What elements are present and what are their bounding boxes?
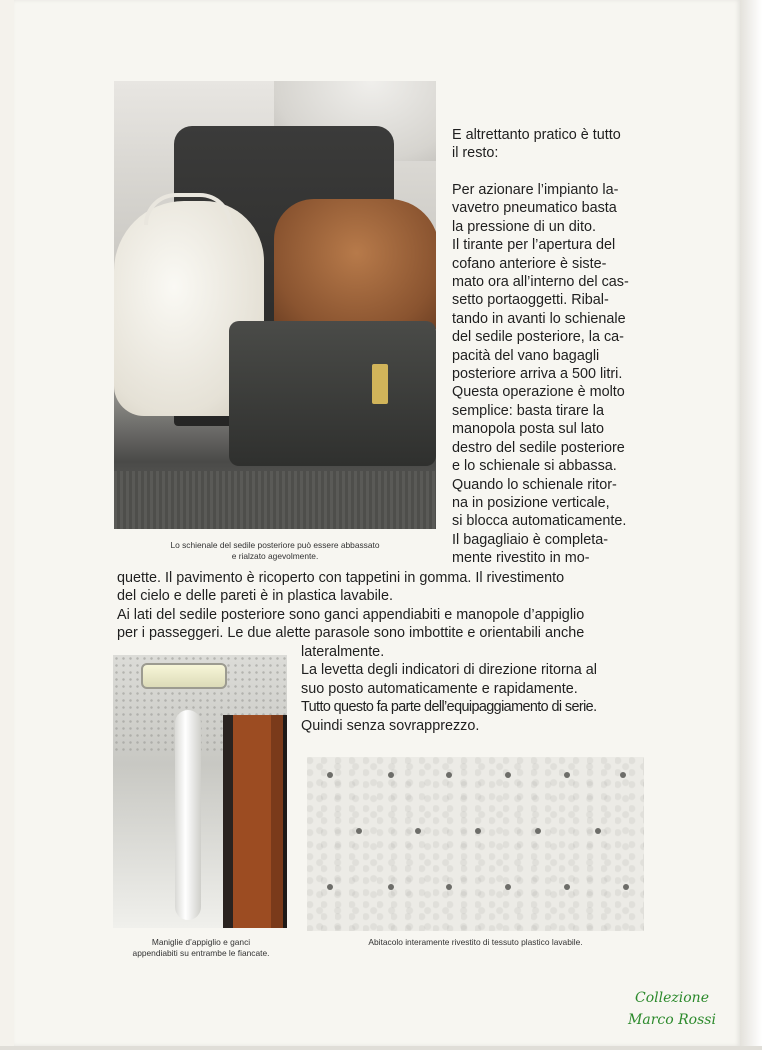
- body-line: suo posto automaticamente e rapidamente.: [301, 680, 578, 697]
- perforation-dot: [564, 884, 570, 890]
- luggage-compartment-photo: [114, 81, 436, 529]
- body-line: e lo schienale si abbassa.: [452, 458, 617, 475]
- right-column-paragraph: [452, 181, 646, 568]
- body-line: Quindi senza sovrapprezzo.: [301, 717, 480, 734]
- body-line: posteriore arriva a 500 litri.: [452, 366, 623, 383]
- perforation-dot: [327, 884, 333, 890]
- body-line: manopola posta sul lato: [452, 421, 605, 438]
- luggage-photo-caption: Lo schienale del sedile posteriore può essere abbassato e rialzato agevolmente.: [170, 540, 380, 561]
- perforation-dot: [505, 884, 511, 890]
- page-edge-bottom: [0, 1046, 762, 1050]
- perforation-dot: [388, 884, 394, 890]
- body-line: mente rivestito in mo-: [452, 550, 590, 567]
- perforation-dot: [595, 828, 601, 834]
- body-line: Tutto questo fa parte dell’equipaggiamento di serie.: [301, 699, 597, 716]
- body-line: semplice: basta tirare la: [452, 402, 604, 419]
- dark-suitcase: [229, 321, 436, 466]
- perforation-dot: [356, 828, 362, 834]
- body-line: cofano anteriore è siste-: [452, 255, 607, 272]
- luggage-floor: [114, 471, 436, 529]
- body-line: pacità del vano bagagli: [452, 347, 600, 364]
- body-line: La levetta degli indicatori di direzione ritorna al: [301, 662, 597, 679]
- body-line: mato ora all’interno del cas-: [452, 274, 629, 291]
- body-line: per i passeggeri. Le due alette parasole sono imbottite e orientabili anche: [117, 625, 585, 642]
- body-line: quette. Il pavimento è ricoperto con tappetini in gomma. Il rivestimento: [117, 570, 565, 586]
- brown-travel-bag: [274, 199, 436, 334]
- body-line: Quando lo schienale ritor-: [452, 476, 617, 493]
- body-line: Ai lati del sedile posteriore sono ganci appendiabiti e manopole d’appiglio: [117, 606, 585, 623]
- body-line: lateralmente.: [301, 644, 385, 660]
- perforation-dot: [535, 828, 541, 834]
- perforation-dot: [446, 884, 452, 890]
- grab-handle-strap: [175, 710, 201, 920]
- body-line: setto portaoggetti. Ribal-: [452, 292, 609, 309]
- handle-photo-caption: Maniglie d’appiglio e ganci appendiabiti su entrambe le fiancate.: [132, 937, 270, 958]
- body-line: la pressione di un dito.: [452, 218, 596, 235]
- fabric-texture-photo: [307, 757, 644, 931]
- perforation-dot: [623, 884, 629, 890]
- body-line: tando in avanti lo schienale: [452, 310, 626, 327]
- collector-watermark: Collezione Marco Rossi: [628, 990, 716, 1028]
- perforation-dot: [388, 772, 394, 778]
- body-line: destro del sedile posteriore: [452, 439, 625, 456]
- body-line: si blocca automaticamente.: [452, 513, 627, 530]
- body-line: Il tirante per l’apertura del: [452, 237, 616, 254]
- perforation-dot: [327, 772, 333, 778]
- interior-lamp: [141, 663, 227, 689]
- perforation-dot: [446, 772, 452, 778]
- body-line: Il bagagliaio è completa-: [452, 531, 608, 548]
- body-line: vavetro pneumatico basta: [452, 200, 617, 217]
- perforation-dot: [620, 772, 626, 778]
- body-line: na in posizione verticale,: [452, 494, 610, 511]
- perforation-dot: [564, 772, 570, 778]
- perforation-dot: [475, 828, 481, 834]
- page-edge-right: [740, 0, 762, 1050]
- perforation-dot: [505, 772, 511, 778]
- door-frame: [223, 715, 287, 928]
- intro-heading: E altrettanto pratico è tutto il resto:: [452, 127, 621, 162]
- wrapped-paragraph: [301, 643, 647, 735]
- fabric-photo-caption: Abitacolo interamente rivestito di tessuto plastico lavabile.: [368, 937, 583, 947]
- suitcase-latch: [372, 364, 388, 404]
- body-line: Questa operazione è molto: [452, 384, 625, 401]
- body-line: del cielo e delle pareti è in plastica lavabile.: [117, 588, 393, 605]
- body-line: del sedile posteriore, la ca-: [452, 329, 624, 346]
- full-width-paragraph: [117, 569, 647, 643]
- body-line: Per azionare l’impianto la-: [452, 182, 619, 198]
- perforation-dot: [415, 828, 421, 834]
- grab-handle-photo: [113, 655, 287, 928]
